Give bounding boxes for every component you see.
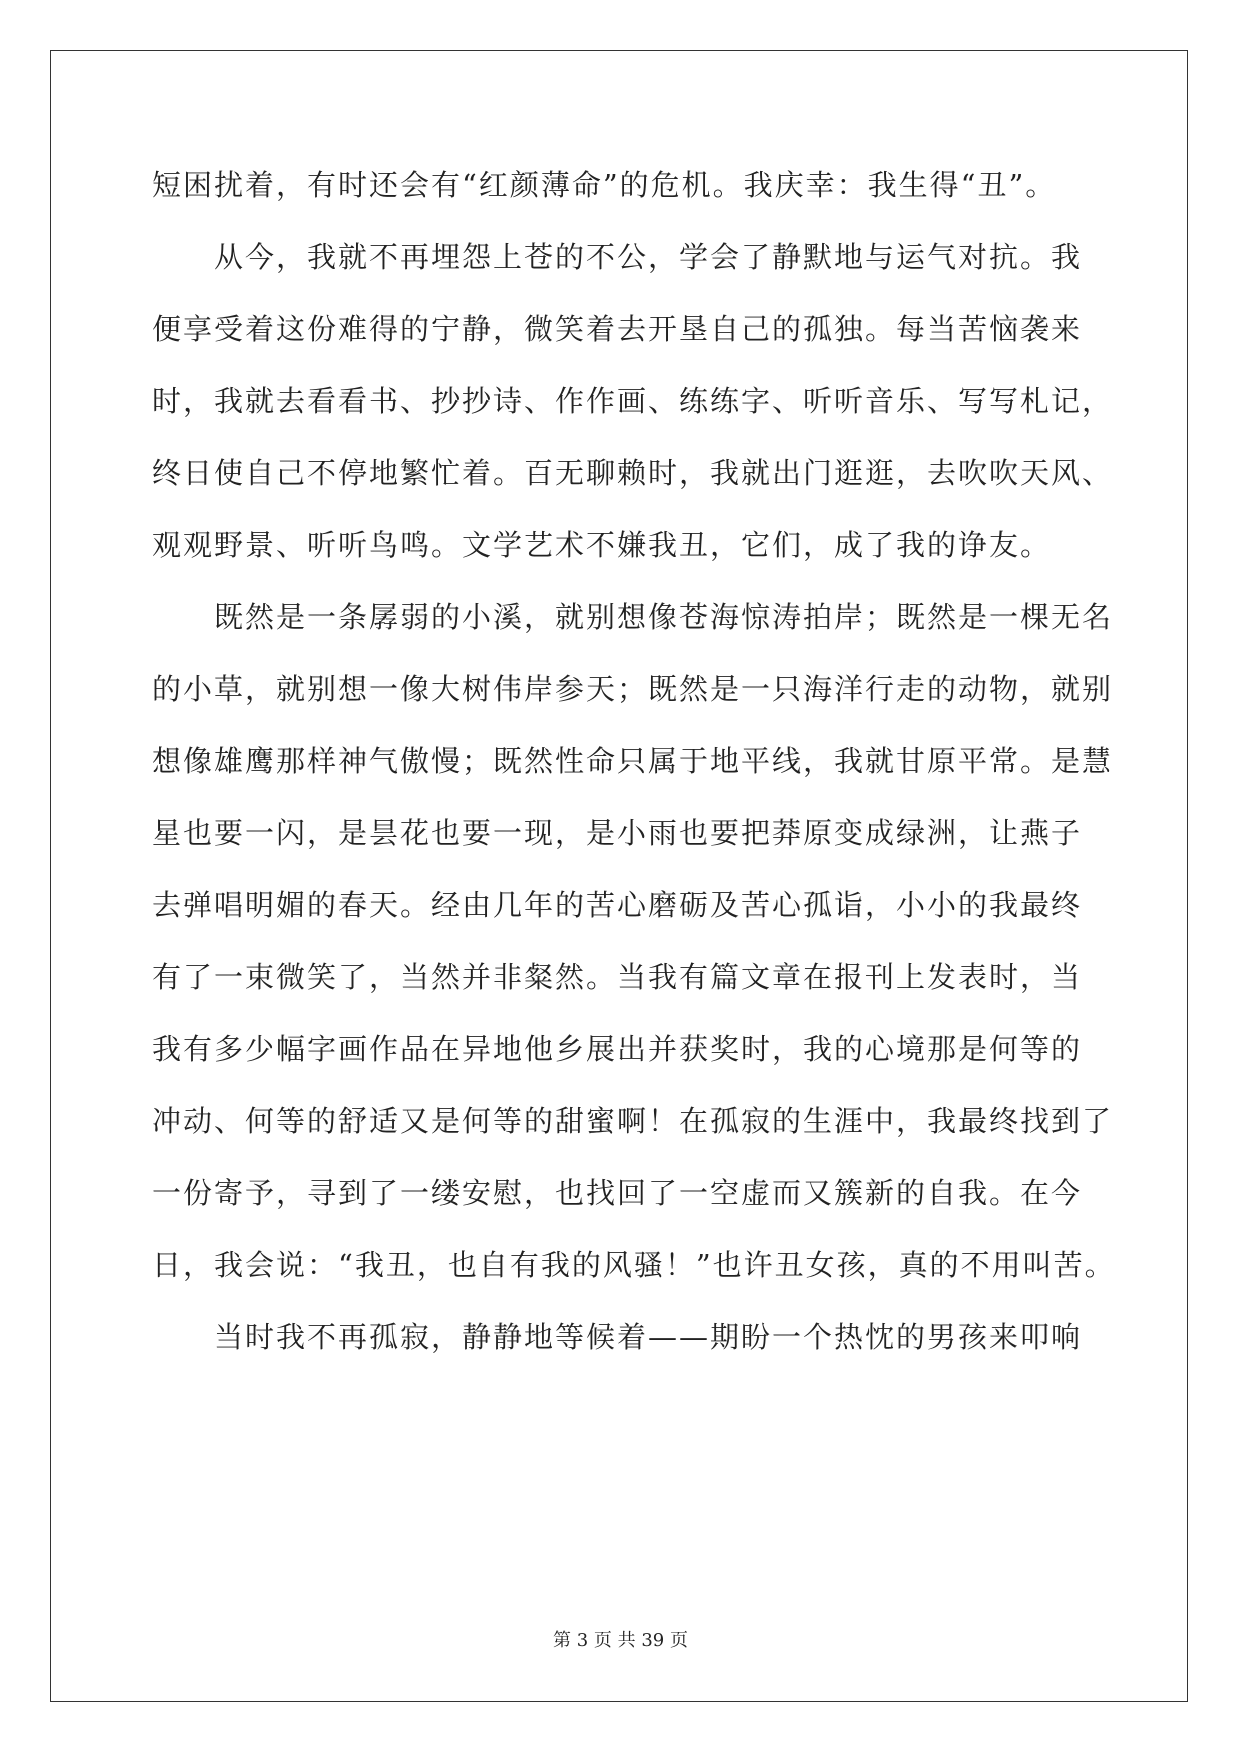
text-line: 想像雄鹰那样神气傲慢；既然性命只属于地平线，我就甘原平常。是慧 <box>152 744 1114 778</box>
page-border <box>50 50 1188 1702</box>
text-line: 一份寄予，寻到了一缕安慰，也找回了一空虚而又簇新的自我。在今 <box>152 1176 1083 1210</box>
paragraph-start-line: 从今，我就不再埋怨上苍的不公，学会了静默地与运气对抗。我 <box>214 240 1083 274</box>
text-line: 便享受着这份难得的宁静，微笑着去开垦自己的孤独。每当苦恼袭来 <box>152 312 1083 346</box>
text-line: 观观野景、听听鸟鸣。文学艺术不嫌我丑，它们，成了我的诤友。 <box>152 528 1052 562</box>
text-line: 短困扰着，有时还会有“红颜薄命”的危机。我庆幸：我生得“丑”。 <box>152 168 1057 202</box>
text-line: 我有多少幅字画作品在异地他乡展出并获奖时，我的心境那是何等的 <box>152 1032 1083 1066</box>
text-line: 时，我就去看看书、抄抄诗、作作画、练练字、听听音乐、写写札记， <box>152 384 1114 418</box>
paragraph-start-line: 当时我不再孤寂，静静地等候着——期盼一个热忱的男孩来叩响 <box>214 1320 1083 1354</box>
paragraph-start-line: 既然是一条孱弱的小溪，就别想像苍海惊涛拍岸；既然是一棵无名 <box>214 600 1114 634</box>
page-number-footer: 第 3 页 共 39 页 <box>553 1630 688 1651</box>
text-line: 星也要一闪，是昙花也要一现，是小雨也要把莽原变成绿洲，让燕子 <box>152 816 1083 850</box>
text-line: 终日使自己不停地繁忙着。百无聊赖时，我就出门逛逛，去吹吹天风、 <box>152 456 1114 490</box>
text-line: 的小草，就别想一像大树伟岸参天；既然是一只海洋行走的动物，就别 <box>152 672 1114 706</box>
text-line: 日，我会说：“我丑，也自有我的风骚！”也许丑女孩，真的不用叫苦。 <box>152 1248 1116 1282</box>
text-line: 冲动、何等的舒适又是何等的甜蜜啊！在孤寂的生涯中，我最终找到了 <box>152 1104 1114 1138</box>
text-line: 去弹唱明媚的春天。经由几年的苦心磨砺及苦心孤诣，小小的我最终 <box>152 888 1083 922</box>
text-line: 有了一束微笑了，当然并非粲然。当我有篇文章在报刊上发表时，当 <box>152 960 1083 994</box>
